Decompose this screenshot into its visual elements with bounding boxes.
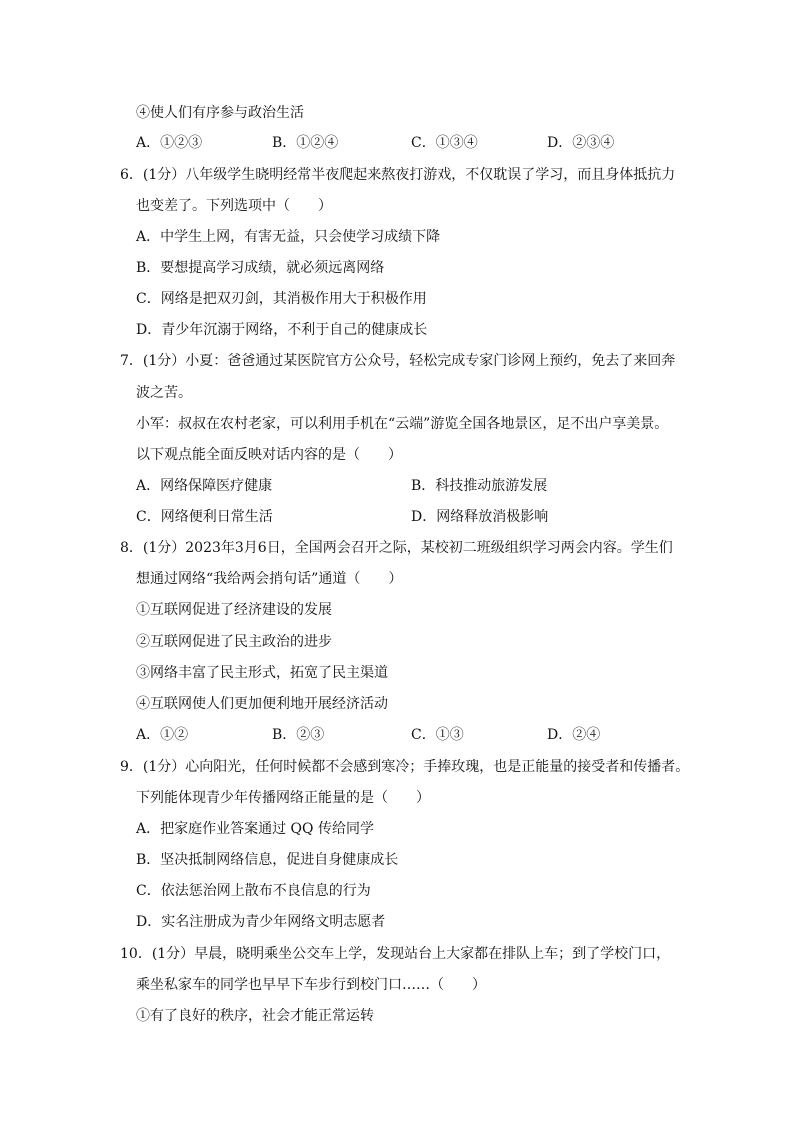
q6-stem-line2: 也变差了。下列选项中（ ） — [136, 198, 332, 214]
q9-option-d: D．实名注册成为青少年网络文明志愿者 — [136, 914, 386, 930]
q6-option-d: D．青少年沉溺于网络，不利于自己的健康成长 — [136, 322, 428, 338]
q8-option-d: D．②④ — [547, 727, 601, 743]
q9-stem-line1: 9．(1分）心向阳光，任何时候都不会感到寒冷；手捧玫瑰，也是正能量的接受者和传播者。 — [120, 759, 690, 775]
q8-option-a: A．①② — [136, 727, 189, 743]
q8-option-b: B．②③ — [272, 727, 325, 743]
q8-stem-line2: 想通过网络“我给两会捎句话”通道（ ） — [136, 571, 403, 587]
q10-stem-line2: 乘坐私家车的同学也早早下车步行到校门口……（ ） — [136, 977, 486, 993]
q6-option-c: C．网络是把双刃剑，其消极作用大于积极作用 — [136, 291, 427, 307]
q8-option-c: C．①③ — [411, 727, 464, 743]
q10-statement-1: ①有了良好的秩序，社会才能正常运转 — [136, 1008, 374, 1024]
q7-option-a: A．网络保障医疗健康 — [136, 478, 273, 494]
q5-option-a: A．①②③ — [136, 135, 203, 151]
q5-statement-4: ④使人们有序参与政治生活 — [136, 105, 304, 121]
q6-stem-line1: 6．(1分）八年级学生晓明经常半夜爬起来熬夜打游戏，不仅耽误了学习，而且身体抵抗力 — [120, 167, 676, 183]
q6-option-b: B．要想提高学习成绩，就必须远离网络 — [136, 260, 385, 276]
q7-stem-line3: 小军：叔叔在农村老家，可以利用手机在“云端”游览全国各地景区，足不出户享美景。 — [136, 416, 669, 432]
q9-stem-line2: 下列能体现青少年传播网络正能量的是（ ） — [136, 790, 430, 806]
q7-option-d: D．网络释放消极影响 — [411, 509, 549, 525]
q9-option-a: A．把家庭作业答案通过 QQ 传给同学 — [136, 821, 374, 837]
q5-option-c: C．①③④ — [411, 135, 478, 151]
q5-option-b: B．①②④ — [272, 135, 339, 151]
q10-stem-line1: 10．(1分）早晨，晓明乘坐公交车上学，发现站台上大家都在排队上车；到了学校门口， — [120, 946, 671, 962]
q8-statement-3: ③网络丰富了民主形式，拓宽了民主渠道 — [136, 665, 388, 681]
q7-stem-line1: 7．(1分）小夏：爸爸通过某医院官方公众号，轻松完成专家门诊网上预约，免去了来回奔 — [120, 353, 676, 369]
q7-stem-line2: 波之苦。 — [136, 385, 192, 401]
q7-stem-line4: 以下观点能全面反映对话内容的是（ ） — [136, 447, 402, 463]
q7-option-c: C．网络便利日常生活 — [136, 509, 273, 525]
q9-option-b: B．坚决抵制网络信息，促进自身健康成长 — [136, 852, 399, 868]
q6-option-a: A．中学生上网，有害无益，只会使学习成绩下降 — [136, 229, 441, 245]
q8-stem-line1: 8．(1分）2023年3月6日，全国两会召开之际，某校初二班级组织学习两会内容。学生们 — [120, 540, 673, 556]
q8-statement-4: ④互联网使人们更加便利地开展经济活动 — [136, 696, 388, 712]
q7-option-b: B．科技推动旅游发展 — [411, 478, 548, 494]
q8-statement-2: ②互联网促进了民主政治的进步 — [136, 634, 332, 650]
q5-option-d: D．②③④ — [547, 135, 615, 151]
q8-statement-1: ①互联网促进了经济建设的发展 — [136, 602, 332, 618]
q9-option-c: C．依法惩治网上散布不良信息的行为 — [136, 883, 371, 899]
